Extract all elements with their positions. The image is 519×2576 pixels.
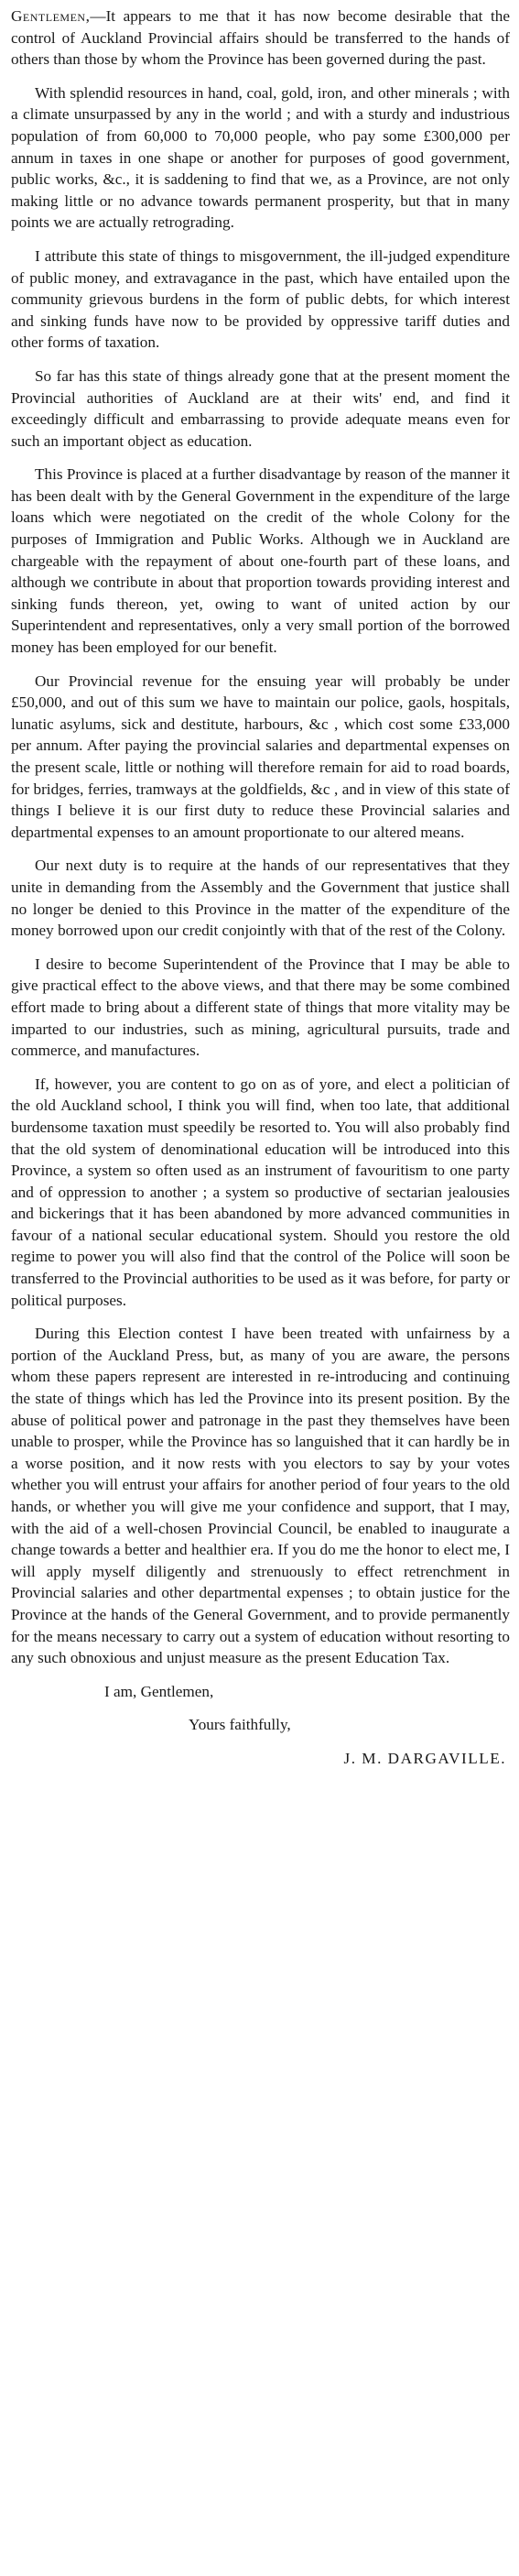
letter-paragraph: If, however, you are content to go on as of yore, and elect a politician of the old Auckland school, I think you will find, when too late, that additional burdensome taxation must speedily be resorted to. You will also probably find that the old system of denominational education will be introduced into this Province, a system so often used as an instrument of favouritism to one party and of oppression to another ; a system so productive of sectarian jealousies and bickerings that it has been abandoned by more advanced communities in favour of a national secular educational system. Should you restore the old regime to power you will also find that the control of the Police will soon be transferred to the Provincial authorities to be used as it was before, for party or political purposes. [11, 1075, 510, 1309]
opening-word: Gentlemen, [11, 7, 91, 25]
letter-paragraph: With splendid resources in hand, coal, gold, iron, and other minerals ; with a climate unsurpassed by any in the world ; and with a sturdy and industrious population of from 60,000 to 70,000 people, who pay some £300,000 per annum in taxes in one shape or another for purposes of good government, public works, &c., it is saddening to find that we, as a Province, are not only making little or no advance towards permanent prosperity, but that in many points we are actually retrograding. [11, 83, 510, 232]
letter-paragraph: Our next duty is to require at the hands of our representatives that they unite in demanding from the Assembly and the Government that justice shall no longer be denied to this Province in the matter of the expenditure of the money borrowed upon our credit conjointly with that of the rest of the Colony. [11, 857, 510, 940]
letter-paragraph: Our Provincial revenue for the ensuing year will probably be under £50,000, and out of this sum we have to maintain our police, gaols, hospitals, lunatic asylums, sick and destitute, harbours, &c , which cost some £33,000 per annum. After paying the provincial salaries and departmental expenses on the present scale, little or nothing will therefore remain for aid to road boards, for bridges, ferries, tramways at the goldfields, &c , and in view of this state of things I believe it is our first duty to reduce these Provincial salaries and departmental expenses to an amount proportionate to our altered means. [11, 671, 510, 841]
letter-paragraph: So far has this state of things already gone that at the present moment the Provincial authorities of Auckland are at their wits' end, and find it exceedingly difficult and embarrassing to provide adequate means even for such an important object as education. [11, 366, 510, 450]
letter-opening-paragraph [11, 5, 510, 71]
letter-paragraph: This Province is placed at a further disadvantage by reason of the manner it has been dealt with by the General Government in the expenditure of the large loans which were negotiated on the credit of the whole Colony for the purposes of Immigration and Public Works. Although we in Auckland are chargeable with the repayment of about one-fourth part of these loans, and although we contribute in about that proportion towards providing interest and sinking funds thereon, yet, owing to want of united action by our Superintendent and representatives, only a very small portion of the borrowed money has been employed for our benefit. [11, 465, 510, 657]
opening-text: —It appears to me that it has now become desirable that the control of Auckland Provincial affairs should be transferred to the hands of others than those by whom the Province has been governed during the past. [11, 7, 510, 69]
letter-paragraph: I desire to become Superintendent of the Province that I may be able to give practical effect to the above views, and that there may be some combined effort made to bring about a different state of things that more vitality may be imparted to our industries, such as mining, agricultural pursuits, trade and commerce, and manufactures. [11, 955, 510, 1060]
letter-signature: J. M. DARGAVILLE. [343, 1749, 506, 1767]
letter-closing: Yours faithfully, [189, 1716, 291, 1734]
letter-paragraph: I attribute this state of things to misgovernment, the ill-judged expenditure of public money, and extravagance in the past, which have entailed upon the community grievous burdens in the form of public debts, for which interest and sinking funds have now to be provided by oppressive tariff duties and other forms of taxation. [11, 246, 510, 352]
letter-salutation: I am, Gentlemen, [104, 1682, 214, 1700]
letter-paragraph: During this Election contest I have been treated with unfairness by a portion of the Auckland Press, but, as many of you are aware, the persons whom these papers represent are interested in re-introducing and continuing the state of things which has led the Province into its present position. By the abuse of political power and patronage in the past they themselves have been unable to prosper, while the Province has so languished that it can hardly be in a worse position, and it now rests with you electors to say by your votes whether you will entrust your affairs for another period of four years to the old hands, or whether you will give me your confidence and support, that I may, with the aid of a well-chosen Provincial Council, be enabled to inaugurate a change towards a better and healthier era. If you do me the honor to elect me, I will apply myself diligently and strenuously to effect retrenchment in Provincial salaries and other departmental expenses ; to obtain justice for the Province at the hands of the General Government, and to provide permanently for the means necessary to carry out a system of education without resorting to any such obnoxious and unjust measure as the present Education Tax. [11, 1325, 510, 1667]
